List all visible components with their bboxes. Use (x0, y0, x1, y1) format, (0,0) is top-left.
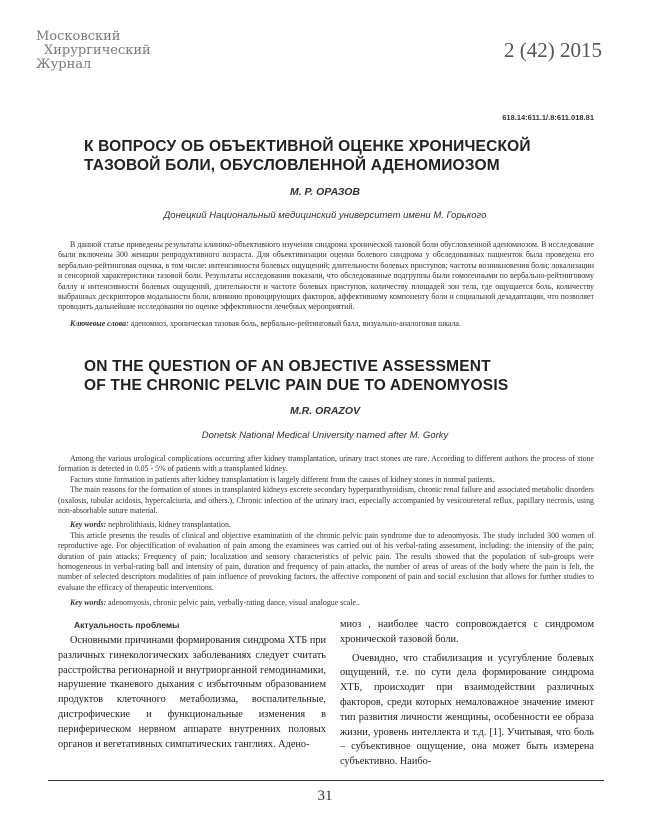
ru-affiliation: Донецкий Национальный медицинский университет имени М. Горького (163, 210, 487, 221)
logo-line-3: Журнал (36, 57, 92, 72)
journal-logo-text (36, 30, 196, 72)
en-keywords-2 (58, 598, 594, 608)
body-left-column (58, 634, 326, 752)
logo-line-2: Хирургический (44, 43, 151, 58)
en-abstract (58, 454, 594, 609)
en-para-3: The main reasons for the formation of stones in transplanted kidneys excrete secondary hyperparathyroidism, chronic renal failure and associated metabolic disorders (oxalosis, tubular acidosis, hypercalciuria, and others.), Chronic infection of the urinary tract, especially accompanied by vesicoureteral reflux, papillary necrosis, using non-absorbable suture material. (58, 485, 594, 516)
section-heading: Актуальность проблемы (74, 620, 180, 630)
en-para-1: Among the various urological complications occurring after kidney transplantation, urinary tract stones are rare. According to different authors the process of stone formation is detected in 0.05 - 5% of patients with a transplanted kidney. (58, 454, 594, 474)
ru-abstract-text: В данной статье приведены результаты клинико-объективного изучения синдрома хронической тазовой боли обусловленной аденомиозом. В исследование были включены 300 женщин репродуктивного возраста. Для объективизации оценки болевого синдрома у обследованных пациенток была проведена его вербально-рейтинговая оценка, в том числе: интенсивности болевых ощущений; длительности болевых приступов; частоты возникновения боли; локализации и сенсорной характеристики тазовой боли. Результаты исследования показали, что обследованные подгруппы были гомогенными по вербально-рейтинговому баллу и интенсивности болевых ощущений, длительности и частоте болевых приступов, количеству площадей зон тела, где ощущается боль, количеству выбранных дескрипторов модальности боли, влиянию провоцирующих факторов, аффективному компоненту боли и социальной дезадаптации, что позволяет проводить дальнейшие исследования по оценке эффективности лечебных мероприятий. (58, 240, 594, 312)
issue-number: 2 (42) 2015 (504, 38, 602, 62)
en-para-4: This article presents the results of clinical and objective examination of the chronic pelvic pain syndrome due to adenomyosis. The study included 300 women of reproductive age. For objectification of evaluation of pain among the examinees was carried out of his verbal-rating assessment, including: the intensity of the pain; duration of pain attacks; Frequency of pain; localization and sensory characteristics of pelvic pain. The results showed that the population of sub-groups were homogeneous in verbal-rating ball and intensity of pain, duration and frequency of pain attacks, the number of areas of areas of the body where the pain is felt, the number of selected descriptors modalities of pain influence of provoking factors, the affective component of pain and social exclusion that allows for further studies to evaluate the efficacy of therapeutic interventions. (58, 530, 594, 592)
ru-keywords (58, 319, 594, 329)
en-keywords-2-text: adenomyosis, chronic pelvic pain, verbally-rating dance, visual analogue scale.. (108, 598, 360, 608)
en-keywords-1-label: Key words: (70, 520, 107, 530)
en-keywords-1-text: nephrolithiasis, kidney transplantation. (108, 520, 231, 530)
en-para-2: Factors stone formation in patients after kidney transplantation is largely different from the causes of kidney stones in normal patients. (70, 474, 495, 484)
en-keywords-2-label: Key words: (70, 598, 107, 608)
body-right-column (340, 618, 594, 770)
udk-code: 618.14:611.1/.8:611.018.81 (502, 113, 594, 122)
body-right-text-1: миоз , наиболее часто сопровождается с синдромом хронической тазовой боли. (340, 619, 594, 645)
ru-title-line-1: К ВОПРОСУ ОБ ОБЪЕКТИВНОЙ ОЦЕНКЕ ХРОНИЧЕСКОЙ (84, 138, 531, 155)
body-right-text-2: Очевидно, что стабилизация и усугубление болевых ощущений, т.е. по сути дела формирование синдрома ХТБ, происходит при взаимодействии различных факторов, среди которых немаловажное значение имеют тип развития личности женщины, особенности ее образа жизни, уровень интеллекта и т.д. [1]. Учитывая, что боль – субъективное ощущение, она может быть измерена субъективно. Наибо- (340, 652, 594, 768)
en-author: M.R. ORAZOV (290, 405, 360, 417)
logo-line-1: Московский (36, 29, 121, 44)
en-title-line-2: OF THE CHRONIC PELVIC PAIN DUE TO ADENOMYOSIS (84, 377, 509, 394)
ru-title-line-2: ТАЗОВОЙ БОЛИ, ОБУСЛОВЛЕННОЙ АДЕНОМИОЗОМ (84, 157, 500, 174)
en-title (84, 357, 544, 395)
footer-rule (48, 780, 604, 781)
en-affiliation: Donetsk National Medical University named after M. Gorky (201, 430, 449, 441)
page-number: 31 (317, 788, 333, 804)
ru-keywords-text: аденомиоз, хроническая тазовая боль, вербально-рейтинговый балл, визуально-аналоговая шкала. (130, 318, 461, 328)
en-keywords-1 (58, 520, 594, 530)
ru-abstract (58, 240, 594, 329)
ru-author: М. Р. ОРАЗОВ (289, 186, 361, 198)
ru-keywords-label: Ключевые слова: (70, 318, 129, 328)
ru-title (84, 137, 544, 175)
body-left-text: Основными причинами формирования синдрома ХТБ при различных гинекологических заболеваниях следует считать расстройства регионарной и внутриорганной гемодинамики, нарушение тканевого дыхания с избыточным образованием продуктов клеточного метаболизма, воспалительные, дистрофические и функциональные изменения в периферическом нервном аппарате внутренних половых органов и вегетативных симпатических ганглиях. Адено- (58, 635, 326, 750)
en-title-line-1: ON THE QUESTION OF AN OBJECTIVE ASSESSMENT (84, 358, 491, 375)
